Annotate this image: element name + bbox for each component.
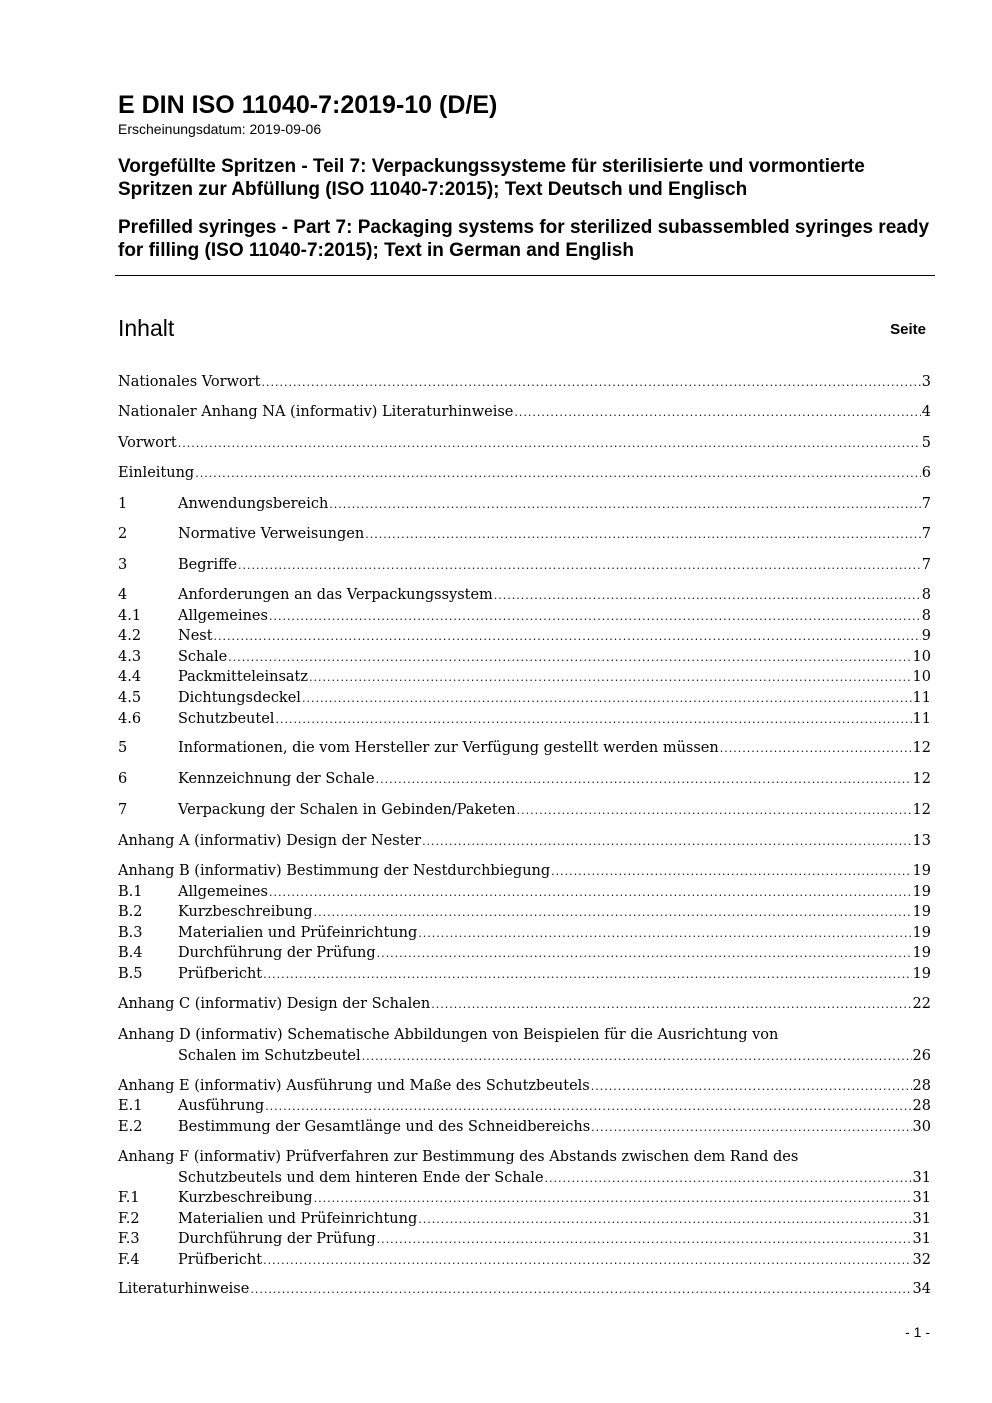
toc-entry-label: Anhang A (informativ) Design der Nester bbox=[118, 833, 422, 849]
toc-entry-label: Nationaler Anhang NA (informativ) Literaturhinweise bbox=[118, 404, 514, 420]
toc-entry-number: F.4 bbox=[118, 1252, 140, 1268]
toc-entry[interactable] bbox=[118, 882, 931, 902]
toc-entry-label: Informationen, die vom Hersteller zur Verfügung gestellt werden müssen bbox=[178, 740, 719, 756]
toc-dot-leader bbox=[195, 464, 921, 484]
toc-entry[interactable] bbox=[118, 402, 931, 422]
toc-dot-leader bbox=[263, 1251, 911, 1271]
toc-heading: Inhalt bbox=[118, 315, 175, 341]
toc-entry-label: Dichtungsdeckel bbox=[178, 690, 301, 706]
toc-entry-number: 4.4 bbox=[118, 669, 142, 685]
toc-entry-page: 32 bbox=[912, 1252, 931, 1268]
toc-dot-leader bbox=[362, 1047, 912, 1067]
toc-entry[interactable] bbox=[118, 606, 931, 626]
toc-entry-label: Kurzbeschreibung bbox=[178, 1190, 313, 1206]
toc-entry-label: Schutzbeutel bbox=[178, 711, 275, 727]
toc-entry-number: 4.5 bbox=[118, 690, 142, 706]
toc-entry-page: 26 bbox=[912, 1047, 931, 1064]
toc-entry-number: 1 bbox=[118, 496, 128, 512]
toc-page-label: Seite bbox=[890, 321, 926, 338]
toc-dot-leader bbox=[418, 1210, 911, 1230]
toc-dot-leader bbox=[551, 862, 911, 882]
toc-entry[interactable] bbox=[118, 1096, 931, 1116]
toc-entry-label: Literaturhinweise bbox=[118, 1281, 250, 1297]
toc-entry-label: Bestimmung der Gesamtlänge und des Schneidbereichs bbox=[178, 1119, 591, 1135]
toc-entry-label: Durchführung der Prüfung bbox=[178, 945, 376, 961]
toc-entry-page: 11 bbox=[912, 711, 931, 727]
toc-entry-page: 7 bbox=[921, 557, 931, 573]
toc-entry-page: 11 bbox=[912, 690, 931, 706]
toc-entry[interactable] bbox=[118, 688, 931, 708]
toc-entry-second-line bbox=[118, 1046, 931, 1067]
toc-entry[interactable] bbox=[118, 1229, 931, 1249]
toc-entry-page: 8 bbox=[921, 608, 931, 624]
toc-entry-page: 6 bbox=[921, 465, 931, 481]
toc-entry[interactable] bbox=[118, 626, 931, 646]
toc-dot-leader bbox=[422, 832, 911, 852]
toc-entry[interactable] bbox=[118, 943, 931, 963]
toc-entry-page: 4 bbox=[921, 404, 931, 420]
toc-entry-label: Durchführung der Prüfung bbox=[178, 1231, 376, 1247]
toc-entry-number: E.2 bbox=[118, 1119, 143, 1135]
toc-dot-leader bbox=[514, 403, 920, 423]
toc-entry[interactable] bbox=[118, 667, 931, 687]
toc-entry-page: 31 bbox=[912, 1190, 931, 1206]
toc-entry[interactable] bbox=[118, 994, 931, 1014]
toc-entry-number: 2 bbox=[118, 526, 128, 542]
toc-dot-leader bbox=[431, 995, 911, 1015]
toc-entry[interactable] bbox=[118, 1147, 931, 1189]
toc-entry-page: 10 bbox=[912, 649, 931, 665]
toc-dot-leader bbox=[309, 668, 912, 688]
toc-entry-page: 7 bbox=[921, 496, 931, 512]
title-english: Prefilled syringes - Part 7: Packaging systems for sterilized subassembled syringes ready for filling (ISO 11040-7:2015); Text in German and English bbox=[118, 217, 930, 261]
toc-entry[interactable] bbox=[118, 1279, 931, 1299]
toc-entry-page: 19 bbox=[912, 863, 931, 879]
toc-entry-label: Prüfbericht bbox=[178, 1252, 263, 1268]
toc-entry-label: Anhang B (informativ) Bestimmung der Nestdurchbiegung bbox=[118, 863, 551, 879]
toc-entry-number: F.1 bbox=[118, 1190, 140, 1206]
toc-entry[interactable] bbox=[118, 463, 931, 483]
toc-entry-page: 5 bbox=[921, 435, 931, 451]
toc-entry-second-line bbox=[118, 1168, 931, 1189]
toc-entry[interactable] bbox=[118, 861, 931, 881]
toc-dot-leader bbox=[269, 883, 912, 903]
toc-entry-page: 31 bbox=[912, 1231, 931, 1247]
toc-entry[interactable] bbox=[118, 964, 931, 984]
document-number: E DIN ISO 11040-7:2019-10 (D/E) bbox=[118, 91, 498, 119]
toc-entry-page: 12 bbox=[912, 771, 931, 787]
toc-entry-number: 6 bbox=[118, 771, 128, 787]
toc-dot-leader bbox=[228, 648, 911, 668]
toc-entry-number: 4 bbox=[118, 587, 128, 603]
toc-entry[interactable] bbox=[118, 433, 931, 453]
toc-entry[interactable] bbox=[118, 709, 931, 729]
toc-dot-leader bbox=[269, 607, 921, 627]
toc-entry-label: Anwendungsbereich bbox=[178, 496, 329, 512]
toc-entry-page: 3 bbox=[921, 374, 931, 390]
publication-date: Erscheinungsdatum: 2019-09-06 bbox=[118, 121, 322, 137]
toc-entry-label: Anforderungen an das Verpackungssystem bbox=[178, 587, 493, 603]
toc-entry-number: B.5 bbox=[118, 966, 143, 982]
toc-dot-leader bbox=[494, 586, 921, 606]
toc-entry-label: Nationales Vorwort bbox=[118, 374, 261, 390]
toc-entry-label: Anhang D (informativ) Schematische Abbildungen von Beispielen für die Ausrichtung von bbox=[118, 1027, 779, 1043]
toc-dot-leader bbox=[265, 1097, 911, 1117]
toc-entry-label: Materialien und Prüfeinrichtung bbox=[178, 1211, 418, 1227]
toc-entry[interactable] bbox=[118, 647, 931, 667]
toc-entry-page: 19 bbox=[912, 884, 931, 900]
toc-entry[interactable] bbox=[118, 1076, 931, 1096]
toc-entry-number: B.2 bbox=[118, 904, 143, 920]
toc-entry-label: Packmitteleinsatz bbox=[178, 669, 309, 685]
toc-entry[interactable] bbox=[118, 555, 931, 575]
toc-entry-first-line bbox=[118, 1025, 931, 1045]
toc-entry-page: 22 bbox=[912, 996, 931, 1012]
toc-entry[interactable] bbox=[118, 1209, 931, 1229]
toc-entry-number: F.3 bbox=[118, 1231, 140, 1247]
toc-entry-label: Einleitung bbox=[118, 465, 195, 481]
toc-dot-leader bbox=[263, 965, 911, 985]
toc-entry-label: Anhang E (informativ) Ausführung und Maße des Schutzbeutels bbox=[118, 1078, 590, 1094]
toc-entry-label: Kennzeichnung der Schale bbox=[178, 771, 375, 787]
page-number: - 1 - bbox=[905, 1324, 930, 1340]
toc-entry-number: 4.3 bbox=[118, 649, 142, 665]
toc-entry-page: 34 bbox=[912, 1281, 931, 1297]
toc-entry[interactable] bbox=[118, 1250, 931, 1270]
toc-entry-label: Allgemeines bbox=[178, 884, 268, 900]
toc-entry[interactable] bbox=[118, 1188, 931, 1208]
toc-entry[interactable] bbox=[118, 1025, 931, 1067]
toc-entry-label: Materialien und Prüfeinrichtung bbox=[178, 925, 418, 941]
toc-dot-leader bbox=[250, 1280, 911, 1300]
toc-entry-label: Verpackung der Schalen in Gebinden/Paketen bbox=[178, 802, 516, 818]
toc-entry-label: Anhang F (informativ) Prüfverfahren zur Bestimmung des Abstands zwischen dem Rand des bbox=[118, 1149, 799, 1165]
toc-entry-page: 28 bbox=[912, 1078, 931, 1094]
table-of-contents bbox=[118, 0, 931, 1403]
toc-entry-label: Normative Verweisungen bbox=[178, 526, 365, 542]
toc-entry-number: B.3 bbox=[118, 925, 143, 941]
title-german: Vorgefüllte Spritzen - Teil 7: Verpackungssysteme für sterilisierte und vormontierte Spritzen zur Abfüllung (ISO 11040-7:2015); Text Deutsch und Englisch bbox=[118, 156, 865, 200]
toc-entry-number: 4.6 bbox=[118, 711, 142, 727]
toc-dot-leader bbox=[238, 556, 921, 576]
toc-entry-label: Vorwort bbox=[118, 435, 177, 451]
toc-entry-label: Ausführung bbox=[178, 1098, 265, 1114]
toc-entry[interactable] bbox=[118, 585, 931, 605]
toc-dot-leader bbox=[377, 944, 912, 964]
toc-entry-page: 19 bbox=[912, 945, 931, 961]
toc-entry-page: 31 bbox=[912, 1169, 931, 1186]
toc-entry-label-continued: Schalen im Schutzbeutel bbox=[178, 1047, 361, 1064]
toc-entry-label-continued: Schutzbeutels und dem hinteren Ende der Schale bbox=[178, 1169, 544, 1186]
toc-entry[interactable] bbox=[118, 738, 931, 758]
toc-entry-number: E.1 bbox=[118, 1098, 143, 1114]
toc-dot-leader bbox=[591, 1077, 912, 1097]
toc-entry-page: 19 bbox=[912, 925, 931, 941]
toc-entry-number: 5 bbox=[118, 740, 128, 756]
toc-dot-leader bbox=[329, 495, 920, 515]
toc-entry-number: 7 bbox=[118, 802, 128, 818]
toc-entry-page: 7 bbox=[921, 526, 931, 542]
toc-entry[interactable] bbox=[118, 494, 931, 514]
toc-entry[interactable] bbox=[118, 831, 931, 851]
toc-dot-leader bbox=[275, 710, 911, 730]
toc-entry-number: 4.1 bbox=[118, 608, 142, 624]
toc-entry[interactable] bbox=[118, 902, 931, 922]
toc-entry-number: B.4 bbox=[118, 945, 143, 961]
toc-dot-leader bbox=[314, 903, 912, 923]
toc-dot-leader bbox=[720, 739, 912, 759]
toc-entry[interactable] bbox=[118, 800, 931, 820]
toc-entry-page: 10 bbox=[912, 669, 931, 685]
toc-dot-leader bbox=[376, 770, 912, 790]
toc-dot-leader bbox=[377, 1230, 912, 1250]
toc-entry-page: 9 bbox=[921, 628, 931, 644]
toc-entry-page: 19 bbox=[912, 966, 931, 982]
toc-entry-label: Begriffe bbox=[178, 557, 237, 573]
toc-entry-page: 28 bbox=[912, 1098, 931, 1114]
toc-entry-page: 8 bbox=[921, 587, 931, 603]
toc-entry-number: F.2 bbox=[118, 1211, 140, 1227]
toc-entry-number: 4.2 bbox=[118, 628, 142, 644]
toc-entry[interactable] bbox=[118, 372, 931, 392]
toc-entry-label: Prüfbericht bbox=[178, 966, 263, 982]
toc-entry-page: 31 bbox=[912, 1211, 931, 1227]
toc-entry-label: Nest bbox=[178, 628, 213, 644]
toc-dot-leader bbox=[302, 689, 912, 709]
toc-entry-page: 13 bbox=[912, 833, 931, 849]
toc-entry[interactable] bbox=[118, 1117, 931, 1137]
toc-entry-label: Schale bbox=[178, 649, 228, 665]
toc-entry-number: B.1 bbox=[118, 884, 143, 900]
toc-entry[interactable] bbox=[118, 923, 931, 943]
toc-dot-leader bbox=[178, 434, 921, 454]
toc-entry-number: 3 bbox=[118, 557, 128, 573]
toc-entry-first-line bbox=[118, 1147, 931, 1167]
toc-entry-page: 30 bbox=[912, 1119, 931, 1135]
toc-dot-leader bbox=[314, 1189, 912, 1209]
toc-dot-leader bbox=[365, 525, 921, 545]
toc-entry[interactable] bbox=[118, 769, 931, 789]
toc-dot-leader bbox=[261, 373, 920, 393]
toc-entry-page: 12 bbox=[912, 802, 931, 818]
toc-dot-leader bbox=[517, 801, 912, 821]
toc-entry-label: Allgemeines bbox=[178, 608, 268, 624]
toc-dot-leader bbox=[214, 627, 921, 647]
toc-entry-label: Kurzbeschreibung bbox=[178, 904, 313, 920]
toc-dot-leader bbox=[545, 1169, 912, 1189]
toc-entry[interactable] bbox=[118, 524, 931, 544]
toc-dot-leader bbox=[418, 924, 911, 944]
toc-entry-page: 12 bbox=[912, 740, 931, 756]
toc-entry-label: Anhang C (informativ) Design der Schalen bbox=[118, 996, 431, 1012]
toc-entry-page: 19 bbox=[912, 904, 931, 920]
toc-dot-leader bbox=[591, 1118, 911, 1138]
